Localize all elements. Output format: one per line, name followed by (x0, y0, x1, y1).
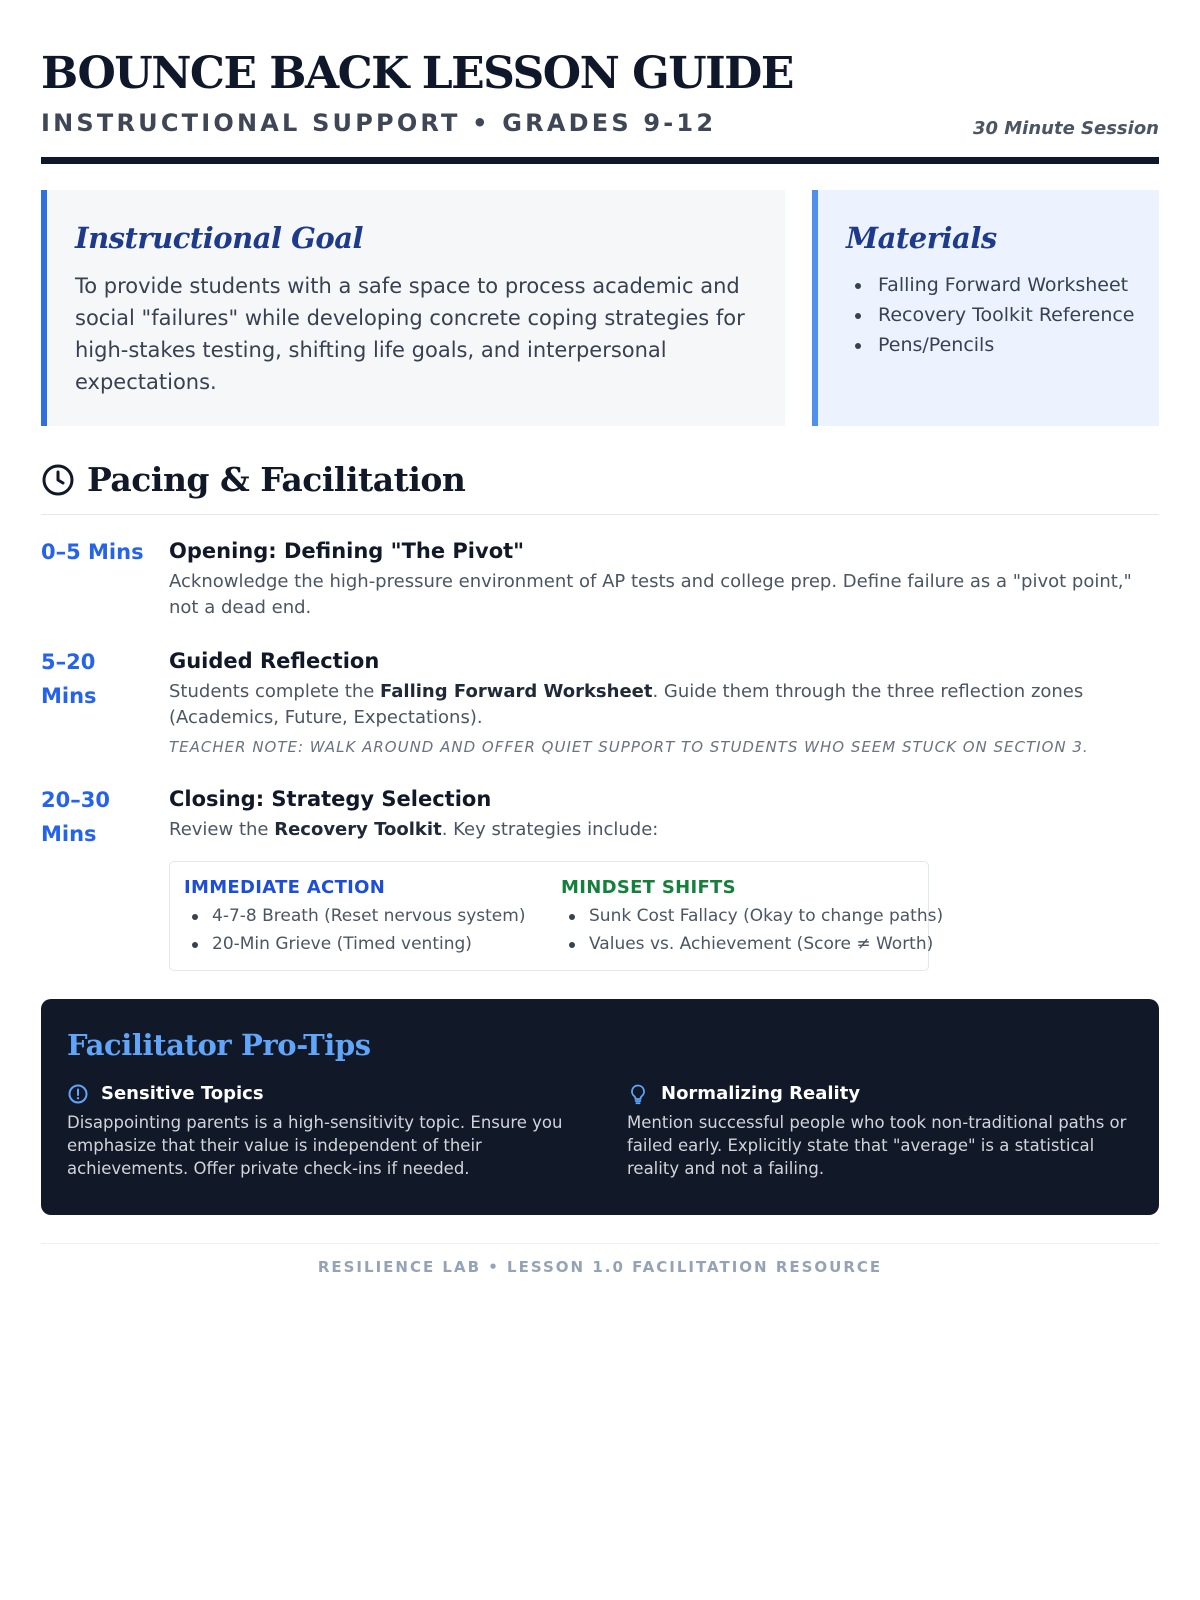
step-description: Review the Recovery Toolkit. Key strategies include: (169, 819, 659, 840)
tip-text: Mention successful people who took non-traditional paths or failed early. Explicitly state that "average" is a statistical reality and not a failing. (627, 1113, 1127, 1178)
strategy-item: 20-Min Grieve (Timed venting) (184, 930, 549, 958)
pro-tips-heading: Facilitator Pro-Tips (67, 1028, 371, 1062)
goal-text: To provide students with a safe space to process academic and social "failures" while developing concrete coping strategies for high-stakes testing, shifting life goals, and interpersonal expectations. (75, 274, 745, 394)
step-body (169, 783, 1159, 971)
strategy-item: 4-7-8 Breath (Reset nervous system) (184, 902, 549, 930)
pacing-step (41, 535, 1159, 621)
session-length: 30 Minute Session (972, 118, 1159, 139)
strategy-box (169, 861, 944, 971)
lightbulb-icon (627, 1083, 649, 1105)
step-title: Opening: Defining "The Pivot" (169, 539, 525, 563)
tip-title: Sensitive Topics (101, 1083, 264, 1104)
step-time: 5–20 Mins (41, 650, 97, 708)
pacing-step (41, 783, 1159, 971)
mindset-shifts-label: MINDSET SHIFTS (561, 877, 736, 898)
step-title: Closing: Strategy Selection (169, 787, 492, 811)
page-footer: RESILIENCE LAB • LESSON 1.0 FACILITATION RESOURCE (41, 1243, 1159, 1276)
materials-item: Recovery Toolkit Reference (846, 300, 1135, 330)
materials-box (812, 190, 1159, 426)
toolkit-name: Recovery Toolkit (274, 819, 442, 840)
pro-tips-panel (41, 999, 1159, 1215)
strategy-item: Sunk Cost Fallacy (Okay to change paths) (561, 902, 914, 930)
overview-row (41, 190, 1159, 426)
teacher-note: TEACHER NOTE: WALK AROUND AND OFFER QUIET SUPPORT TO STUDENTS WHO SEEM STUCK ON SECTION 3. (169, 738, 1089, 756)
materials-item: Pens/Pencils (846, 330, 1135, 360)
clock-icon (41, 463, 75, 497)
info-circle-icon (67, 1083, 89, 1105)
instructional-goal-box (41, 190, 785, 426)
materials-item: Falling Forward Worksheet (846, 270, 1135, 300)
mindset-shifts-column (549, 876, 944, 958)
step-time: 20–30 Mins (41, 788, 110, 846)
pacing-heading: Pacing & Facilitation (87, 460, 466, 499)
strategy-item: Values vs. Achievement (Score ≠ Worth) (561, 930, 914, 958)
immediate-action-list (184, 902, 549, 958)
immediate-action-column (184, 876, 549, 958)
step-body (169, 645, 1159, 759)
page-header (41, 0, 1159, 164)
mindset-shifts-list (561, 902, 944, 958)
pacing-section-header (41, 458, 1159, 515)
immediate-action-label: IMMEDIATE ACTION (184, 877, 386, 898)
step-time: 0–5 Mins (41, 540, 144, 564)
materials-list (846, 270, 1135, 360)
goal-heading: Instructional Goal (75, 221, 364, 255)
tip-normalizing-reality (627, 1081, 1133, 1180)
materials-heading: Materials (846, 221, 997, 255)
step-description: Acknowledge the high-pressure environment of AP tests and college prep. Define failure as a "pivot point," not a dead end. (169, 571, 1132, 618)
step-body (169, 535, 1159, 621)
tip-title: Normalizing Reality (661, 1083, 861, 1104)
page-subtitle: INSTRUCTIONAL SUPPORT • GRADES 9-12 (41, 109, 717, 137)
tip-sensitive-topics (67, 1081, 573, 1180)
step-title: Guided Reflection (169, 649, 380, 673)
worksheet-name: Falling Forward Worksheet (380, 681, 653, 702)
pacing-step (41, 645, 1159, 759)
pro-tips-row (67, 1081, 1133, 1180)
step-description: Students complete the Falling Forward Worksheet. Guide them through the three reflection zones (Academics, Future, Expectations). (169, 681, 1084, 728)
page-title: BOUNCE BACK LESSON GUIDE (41, 48, 793, 99)
tip-text: Disappointing parents is a high-sensitivity topic. Ensure you emphasize that their value is independent of their achievements. Offer private check-ins if needed. (67, 1113, 563, 1178)
